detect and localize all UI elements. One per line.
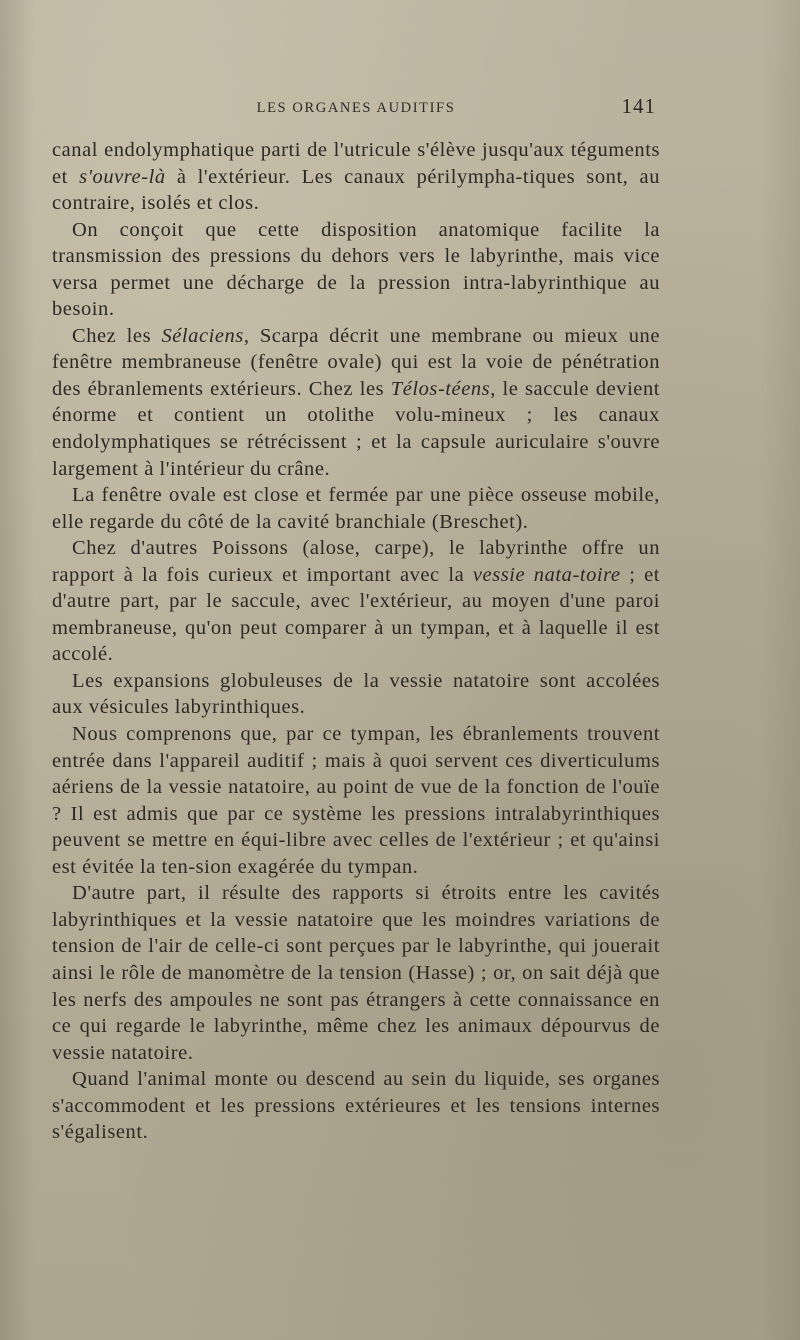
text-run: Nous comprenons que, par ce tympan, les ébranlements trouvent entrée dans l'appareil auditif ; mais à quoi servent ces diverticulums aériens de la vessie natatoire, au point de vue de la fonction de l'ouïe ? Il est admis que par ce système les pressions intralabyrinthiques peuvent se mettre en équi-libre avec celles de l'extérieur ; et qu'ainsi est évitée la ten-sion exagérée du tympan. xyxy=(52,723,660,878)
italic-text: vessie nata-toire xyxy=(472,563,621,586)
text-run: Chez les xyxy=(72,324,162,347)
text-run: canal endolymphatique parti de l'utricule s'élève jusqu'aux téguments et xyxy=(52,139,660,188)
paragraph xyxy=(52,535,660,668)
paragraph xyxy=(52,482,660,535)
body-text xyxy=(52,137,660,1146)
italic-text: Télos-téens xyxy=(390,377,491,400)
paragraph xyxy=(52,721,660,880)
text-run: , le saccule devient énorme et contient un otolithe volu-mineux ; les canaux endolymphatiques se rétrécissent ; et la capsule auriculaire s'ouvre largement à l'intérieur du crâne. xyxy=(52,377,661,480)
text-run: Quand l'animal monte ou descend au sein du liquide, ses organes s'accommodent et les pressions extérieures et les tensions internes s'égalisent. xyxy=(52,1068,660,1144)
running-title: LES ORGANES AUDITIFS xyxy=(256,100,456,116)
page-header xyxy=(52,94,660,122)
paragraph xyxy=(52,668,660,721)
paragraph xyxy=(52,1066,660,1146)
paragraph xyxy=(52,217,660,323)
text-run: Chez d'autres Poissons (alose, carpe), le labyrinthe offre un rapport à la fois curieux et important avec la xyxy=(52,537,660,586)
text-run: D'autre part, il résulte des rapports si étroits entre les cavités labyrinthiques et la vessie natatoire que les moindres variations de tension de l'air de celle-ci sont perçues par le labyrinthe, qui jouerait ainsi le rôle de manomètre de la tension (Hasse) ; or, on sait déjà que les nerfs des ampoules ne sont pas étrangers à cette connaissance en ce qui regarde le labyrinthe, même chez les animaux dépourvus de vessie natatoire. xyxy=(52,882,660,1064)
italic-text: s'ouvre-là xyxy=(79,165,166,188)
paragraph xyxy=(52,137,660,217)
page-shadow-right xyxy=(760,0,800,1340)
text-run: ; et d'autre part, par le saccule, avec l'extérieur, au moyen d'une paroi membraneuse, qu'on peut comparer à un tympan, et à laquelle il est accolé. xyxy=(52,563,660,666)
italic-text: Sélaciens xyxy=(161,324,244,347)
paragraph xyxy=(52,323,660,482)
paragraph xyxy=(52,880,660,1066)
text-run: On conçoit que cette disposition anatomique facilite la transmission des pressions du dehors vers le labyrinthe, mais vice versa permet une décharge de la pression intra-labyrinthique au besoin. xyxy=(52,218,660,321)
text-run: La fenêtre ovale est close et fermée par une pièce osseuse mobile, elle regarde du côté de la cavité branchiale (Breschet). xyxy=(52,484,660,533)
text-run: Les expansions globuleuses de la vessie natatoire sont accolées aux vésicules labyrinthiques. xyxy=(52,669,660,719)
text-run: à l'extérieur. Les canaux périlympha-tiques sont, au contraire, isolés et clos. xyxy=(52,165,660,215)
page-shadow-left xyxy=(0,0,34,1340)
page-number: 141 xyxy=(621,94,656,118)
text-run: , Scarpa décrit une membrane ou mieux une fenêtre membraneuse (fenêtre ovale) qui est la voie de pénétration des ébranlements extérieurs. Chez les xyxy=(52,324,660,400)
